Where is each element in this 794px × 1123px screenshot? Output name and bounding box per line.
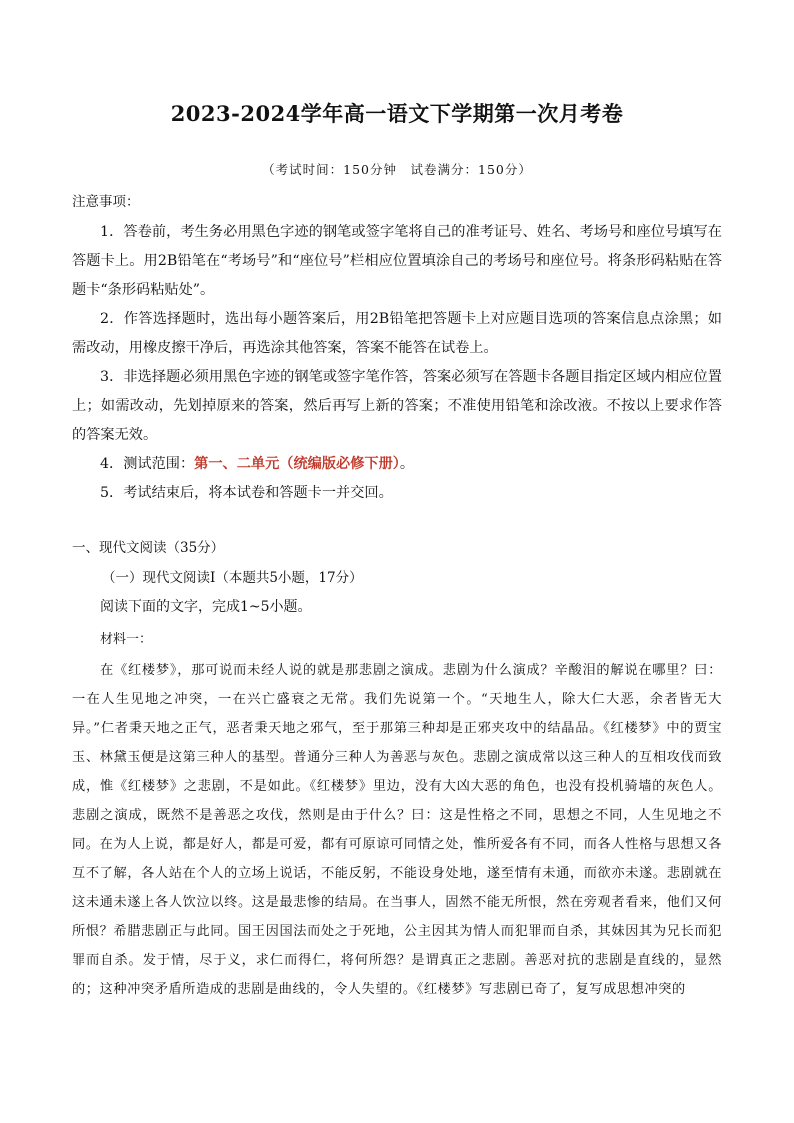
section-heading: 一、现代文阅读（35分） <box>72 540 225 556</box>
page-title: 2023-2024学年高一语文下学期第一次月考卷 <box>170 101 624 126</box>
notice-heading: 注意事项： <box>72 194 140 210</box>
notice-item-4 <box>72 450 722 479</box>
subsection-heading: （一）现代文阅读Ⅰ（本题共5小题，17分） <box>102 570 363 586</box>
notice-item-3: 3．非选择题必须用黑色字迹的钢笔或签字笔作答，答案必须写在答题卡各题目指定区域内相应位置上；如需改动，先划掉原来的答案，然后再写上新的答案；不准使用铅笔和涂改液。不按以上要求作答的答案无效。 <box>72 369 722 443</box>
exam-info: （考试时间：150分钟 试卷满分：150分） <box>262 162 532 177</box>
notice-list <box>72 218 722 508</box>
notice-item-4-suffix: 。 <box>399 456 415 472</box>
reading-instruction: 阅读下面的文字，完成1~5小题。 <box>100 599 312 615</box>
notice-item-2: 2．作答选择题时，选出每小题答案后，用2B铅笔把答题卡上对应题目选项的答案信息点涂黑；如需改动，用橡皮擦干净后，再选涂其他答案，答案不能答在试卷上。 <box>72 311 722 356</box>
material-label: 材料一： <box>100 632 153 647</box>
notice-item-4-prefix: 4．测试范围： <box>100 456 195 472</box>
material-text: 在《红楼梦》，那可说而未经人说的就是那悲剧之演成。悲剧为什么演成？辛酸泪的解说在哪里？曰：一在人生见地之冲突，一在兴亡盛衰之无常。我们先说第一个。“天地生人，除大仁大恶，余者皆无大异。”仁者秉天地之正气，恶者秉天地之邪气，至于那第三种却是正邪夹攻中的结晶品。《红楼梦》中的贾宝玉、林黛玉便是这第三种人的基型。普通分三种人为善恶与灰色。悲剧之演成常以这三种人的互相攻伐而致成，惟《红楼梦》之悲剧，不是如此。《红楼梦》里边，没有大凶大恶的角色，也没有投机骑墙的灰色人。悲剧之演成，既然不是善恶之攻伐，然则是由于什么？曰：这是性格之不同，思想之不同，人生见地之不同。在为人上说，都是好人，都是可爱，都有可原谅可同情之处，惟所爱各有不同，而各人性格与思想又各互不了解，各人站在个人的立场上说话，不能反躬，不能设身处地，遂至情有未通，而欲亦未遂。悲剧就在这未通未遂上各人饮泣以终。这是最悲惨的结局。在当事人，固然不能无所恨，然在旁观者看来，他们又何所恨？希腊悲剧正与此同。国王因国法而处之于死地，公主因其为情人而犯罪而自杀，其妹因其为兄长而犯罪而自杀。发于情，尽于义，求仁而得仁，将何所怨？是谓真正之悲剧。善恶对抗的悲剧是直线的，显然的；这种冲突矛盾所造成的悲剧是曲线的，令人失望的。《红楼梦》写悲剧已奇了，复写成思想冲突的 <box>72 663 722 997</box>
notice-item-1: 1．答卷前，考生务必用黑色字迹的钢笔或签字笔将自己的准考证号、姓名、考场号和座位号填写在答题卡上。用2B铅笔在“考场号”和“座位号”栏相应位置填涂自己的考场号和座位号。将条形码粘贴在答题卡“条形码粘贴处”。 <box>72 224 722 298</box>
notice-item-5: 5．考试结束后，将本试卷和答题卡一并交回。 <box>100 485 393 501</box>
test-scope: 第一、二单元（统编版必修下册） <box>194 456 400 472</box>
